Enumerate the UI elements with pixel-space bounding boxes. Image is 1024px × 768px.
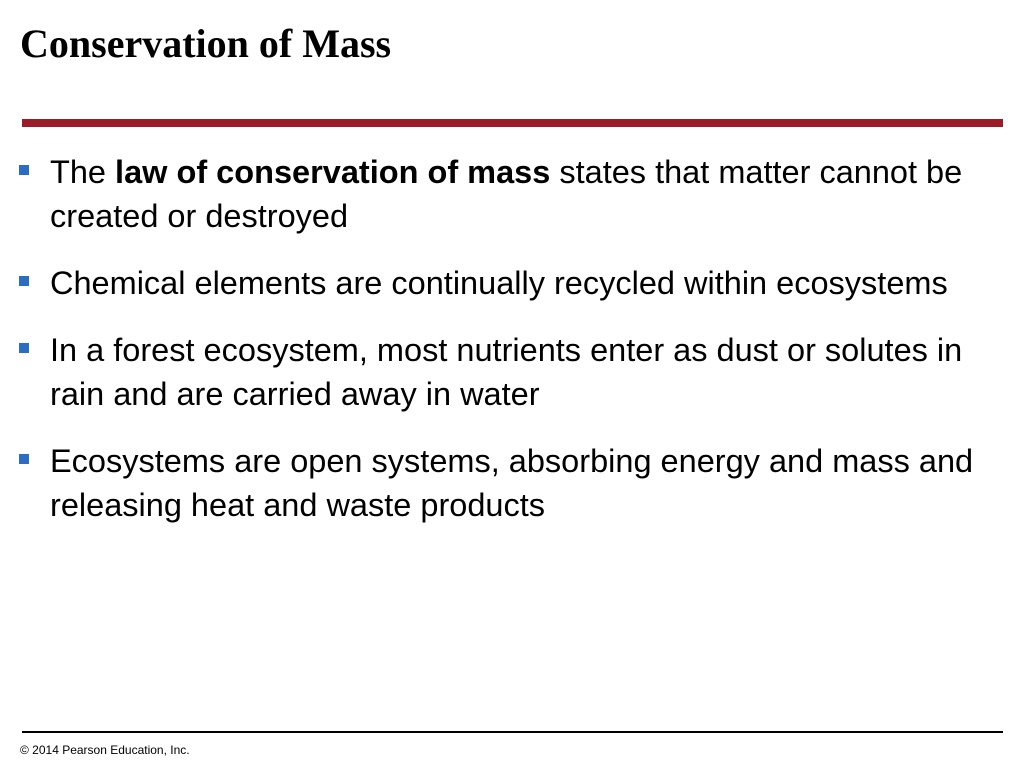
bullet-list [18, 150, 1003, 550]
bullet-text: In a forest ecosystem, most nutrients enter as dust or solutes in rain and are carried away in water [50, 332, 963, 412]
slide-title: Conservation of Mass [20, 21, 392, 66]
square-bullet-icon [19, 343, 29, 353]
bullet-item-recycling [18, 261, 1003, 305]
bullet-item-open-systems [18, 439, 1003, 527]
bullet-text-lead: The [50, 154, 116, 190]
title-divider [22, 119, 1003, 127]
bullet-item-forest [18, 328, 1003, 416]
bullet-text: Chemical elements are continually recycled within ecosystems [50, 265, 948, 301]
footer-divider [22, 731, 1003, 733]
square-bullet-icon [19, 454, 29, 464]
bullet-text: Ecosystems are open systems, absorbing energy and mass and releasing heat and waste products [50, 443, 974, 523]
bullet-text-rest: states that matter cannot be created or destroyed [50, 154, 963, 234]
copyright-footer: © 2014 Pearson Education, Inc. [20, 743, 190, 757]
square-bullet-icon [19, 165, 29, 175]
square-bullet-icon [19, 276, 29, 286]
bullet-text-term: law of conservation of mass [115, 154, 551, 190]
bullet-item-law [18, 150, 1003, 238]
